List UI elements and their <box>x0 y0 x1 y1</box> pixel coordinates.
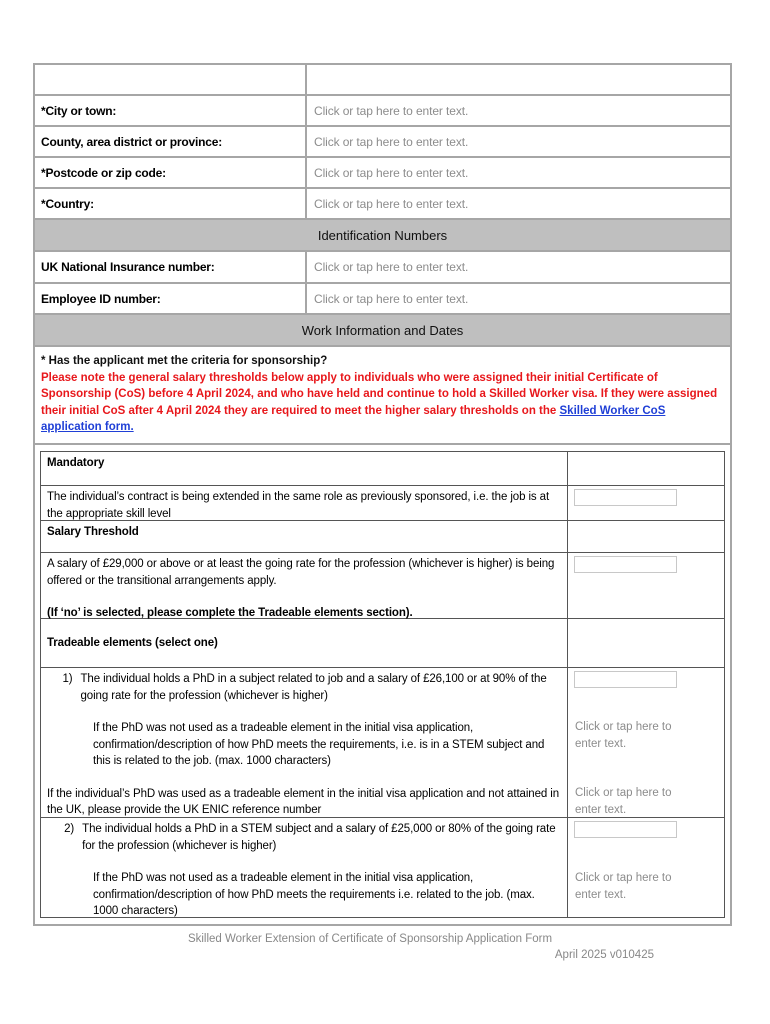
city-row <box>35 96 730 127</box>
ni-number-input[interactable]: Click or tap here to enter text. <box>314 260 469 274</box>
blank-label <box>35 65 307 94</box>
work-info-heading: Work Information and Dates <box>35 315 730 347</box>
tradeable-item-2 <box>41 818 724 917</box>
footer-title: Skilled Worker Extension of Certificate of Sponsorship Application Form <box>187 933 553 945</box>
item-1-answer-dropdown[interactable] <box>574 671 677 688</box>
county-input[interactable]: Click or tap here to enter text. <box>314 134 469 149</box>
blank-value <box>307 65 730 94</box>
salary-text: A salary of £29,000 or above or at least the going rate for the profession (whichever is higher) is being offered or the transitional arrangements apply. <box>47 558 555 587</box>
salary-answer-cell <box>568 553 724 618</box>
identification-heading: Identification Numbers <box>35 220 730 252</box>
item-2-answer-cell <box>568 818 724 917</box>
item-1-text: The individual holds a PhD in a subject related to job and a salary of £26,100 or at 90% of the going rate for the profession (whichever is higher) <box>80 673 547 702</box>
sponsorship-question: * Has the applicant met the criteria for sponsorship? <box>41 355 328 367</box>
item-2-answer-dropdown[interactable] <box>574 821 677 838</box>
tradeable-item-2-cell <box>41 818 568 917</box>
tradeable-heading: Tradeable elements (select one) <box>41 619 568 667</box>
item-1-description-input[interactable]: Click or tap here to enter text. <box>575 721 672 750</box>
item-2-subtext: If the PhD was not used as a tradeable element in the initial visa application, confirmation/description of how PhD meets the requirements i.e. related to the job. (max. 1000 characters) <box>93 872 535 917</box>
salary-note: (If ‘no’ is selected, please complete the Tradeable elements section). <box>47 607 413 619</box>
country-label: *Country: <box>35 189 307 218</box>
salary-heading-row <box>41 521 724 553</box>
item-1-enic-text: If the individual’s PhD was used as a tradeable element in the initial visa application and not attained in the UK, please provide the UK ENIC reference number <box>47 787 560 816</box>
criteria-table <box>40 451 725 918</box>
mandatory-text: The individual’s contract is being extended in the same role as previously sponsored, i.e. the job is at the appropriate skill level <box>41 486 568 520</box>
country-input[interactable]: Click or tap here to enter text. <box>314 196 469 211</box>
tradeable-item-1 <box>41 668 724 818</box>
blank-row <box>35 65 730 96</box>
item-1-number: 1) <box>62 673 73 685</box>
mandatory-answer-dropdown[interactable] <box>574 489 677 506</box>
skilled-worker-cos-form-link[interactable]: Skilled Worker CoS application form. <box>41 404 666 433</box>
salary-threshold-heading: Salary Threshold <box>41 521 568 552</box>
county-row <box>35 127 730 158</box>
employee-id-input[interactable]: Click or tap here to enter text. <box>314 291 469 306</box>
salary-cell <box>41 553 568 618</box>
mandatory-heading: Mandatory <box>41 452 568 485</box>
salary-row <box>41 553 724 619</box>
country-row <box>35 189 730 220</box>
tradeable-item-1-cell <box>41 668 568 817</box>
mandatory-heading-empty <box>568 452 724 485</box>
mandatory-heading-row <box>41 452 724 486</box>
item-1-enic-input[interactable]: Click or tap here to enter text. <box>575 787 672 816</box>
item-1-subtext: If the PhD was not used as a tradeable element in the initial visa application, confirmation/description of how PhD meets the requirements, i.e. is in a STEM subject and this is related to the job. (max. 1000 characters) <box>93 722 545 767</box>
city-input[interactable]: Click or tap here to enter text. <box>314 103 469 118</box>
item-2-description-input[interactable]: Click or tap here to enter text. <box>575 872 672 901</box>
postcode-input[interactable]: Click or tap here to enter text. <box>314 165 469 180</box>
tradeable-heading-row <box>41 619 724 668</box>
tradeable-heading-empty <box>568 619 724 667</box>
mandatory-row <box>41 486 724 521</box>
item-2-number: 2) <box>64 823 75 835</box>
employee-id-label: Employee ID number: <box>35 284 307 313</box>
criteria-section <box>35 445 730 924</box>
ni-number-row <box>35 252 730 284</box>
postcode-row <box>35 158 730 189</box>
salary-threshold-notice: Please note the general salary thresholds below apply to individuals who were assigned their initial Certificate of Sponsorship (CoS) before 4 April 2024, and who have held and continue to hold a Skilled Worker visa. If they were assigned their initial CoS after 4 April 2024 they are required to meet the higher salary thresholds on the <box>41 371 718 417</box>
ni-number-label: UK National Insurance number: <box>35 252 307 282</box>
salary-answer-dropdown[interactable] <box>574 556 677 573</box>
item-1-answer-cell <box>568 668 724 817</box>
mandatory-answer-cell <box>568 486 724 520</box>
footer-version: April 2025 v010425 <box>554 949 654 961</box>
sponsorship-criteria-info <box>35 347 730 445</box>
postcode-label: *Postcode or zip code: <box>35 158 307 187</box>
county-label: County, area district or province: <box>35 127 307 156</box>
salary-heading-empty <box>568 521 724 552</box>
employee-id-row <box>35 284 730 315</box>
city-label: *City or town: <box>35 96 307 125</box>
item-2-text: The individual holds a PhD in a STEM subject and a salary of £25,000 or 80% of the going rate for the profession (whichever is higher) <box>82 823 556 852</box>
application-form-table <box>33 63 732 926</box>
